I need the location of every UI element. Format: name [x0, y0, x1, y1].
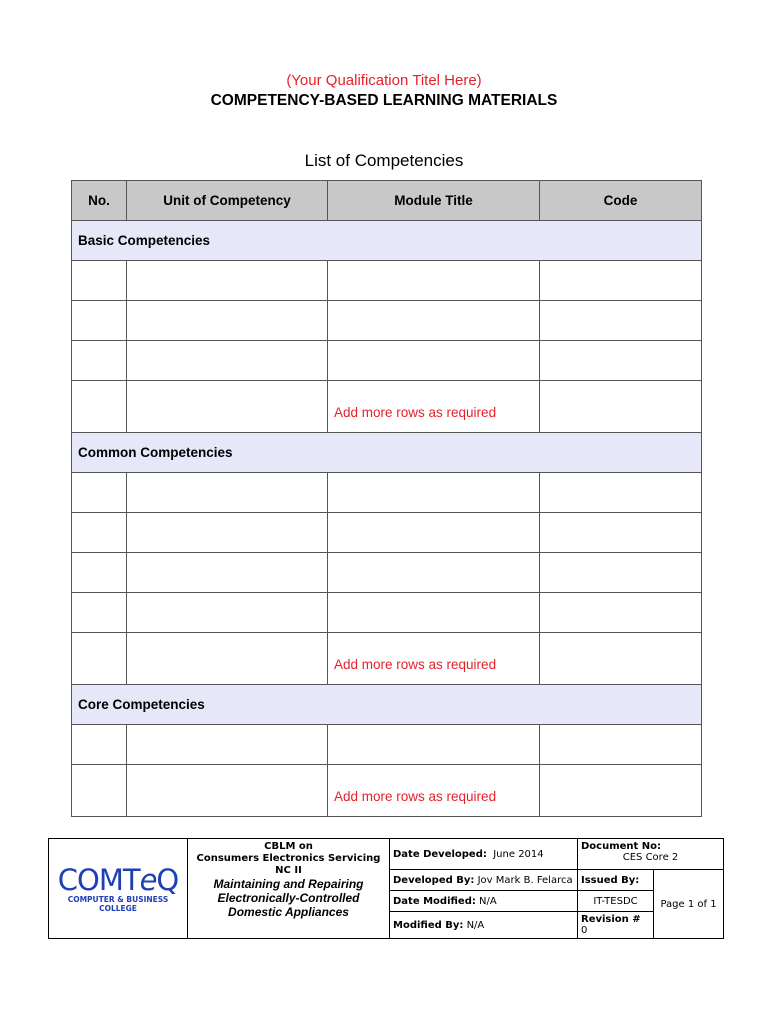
document-no: [578, 839, 724, 870]
cell[interactable]: [127, 513, 328, 553]
developed-by-value: Jov Mark B. Felarca: [477, 874, 573, 886]
cell[interactable]: [127, 381, 328, 433]
issued-by-label-cell: [578, 870, 654, 891]
modified-by-label: Modified By:: [393, 919, 464, 931]
document-no-value: CES Core 2: [622, 852, 679, 863]
table-header-row: [72, 181, 702, 221]
column-header-code: Code: [540, 181, 702, 221]
cell[interactable]: [127, 473, 328, 513]
section-row-basic: [72, 221, 702, 261]
developed-by-label: Developed By:: [393, 874, 475, 886]
module-line1: Maintaining and Repairing: [213, 877, 364, 891]
table-row: [72, 633, 702, 685]
qualification-title: (Your Qualification Titel Here): [286, 72, 482, 89]
section-label: Core Competencies: [72, 685, 702, 725]
date-modified-label: Date Modified:: [393, 895, 476, 907]
cell[interactable]: [72, 765, 127, 817]
cell[interactable]: [72, 261, 127, 301]
cell[interactable]: [540, 473, 702, 513]
logo-subtitle: COMPUTER & BUSINESS COLLEGE: [67, 894, 169, 913]
date-developed-value: June 2014: [493, 848, 544, 860]
issued-by-label: Issued By:: [581, 874, 640, 886]
document-no-label: Document No:: [581, 841, 662, 852]
cell[interactable]: [328, 341, 540, 381]
date-developed: [390, 839, 578, 870]
cell[interactable]: [72, 725, 127, 765]
college-logo: [49, 839, 188, 939]
developed-by: [390, 870, 578, 891]
logo-e: e: [139, 862, 157, 897]
date-modified: [390, 891, 578, 912]
issued-by-value: IT-TESDC: [578, 891, 654, 912]
table-row: [72, 301, 702, 341]
page-number: Page 1 of 1: [654, 870, 724, 939]
modified-by-value: N/A: [466, 919, 485, 931]
cell[interactable]: [72, 301, 127, 341]
module-line3: Domestic Appliances: [228, 905, 349, 919]
cell[interactable]: [540, 765, 702, 817]
cell[interactable]: [540, 341, 702, 381]
section-label: Basic Competencies: [72, 221, 702, 261]
section-row-core: [72, 685, 702, 725]
table-row: [72, 381, 702, 433]
table-row: [72, 765, 702, 817]
cblm-line3: NC II: [275, 865, 302, 876]
logo-q: Q: [156, 862, 179, 897]
date-modified-value: N/A: [479, 895, 497, 907]
cell[interactable]: [540, 633, 702, 685]
table-row: [72, 593, 702, 633]
competency-table: [71, 180, 702, 817]
table-row: [72, 553, 702, 593]
table-row: [72, 725, 702, 765]
add-rows-note: Add more rows as required: [328, 381, 540, 433]
revision-value: 0: [581, 925, 588, 936]
cell[interactable]: [328, 473, 540, 513]
cblm-line2: Consumers Electronics Servicing: [196, 853, 381, 864]
cell[interactable]: [72, 633, 127, 685]
cblm-info: [188, 839, 390, 939]
document-title: COMPETENCY-BASED LEARNING MATERIALS: [210, 92, 558, 109]
logo-text: COMT: [57, 862, 140, 897]
cell[interactable]: [328, 725, 540, 765]
cell[interactable]: [127, 725, 328, 765]
cell[interactable]: [540, 725, 702, 765]
cell[interactable]: [540, 301, 702, 341]
cell[interactable]: [127, 765, 328, 817]
revision: [578, 912, 654, 939]
section-row-common: [72, 433, 702, 473]
list-title: List of Competencies: [304, 151, 464, 170]
cell[interactable]: [540, 593, 702, 633]
cell[interactable]: [127, 553, 328, 593]
cell[interactable]: [127, 301, 328, 341]
table-row: [72, 261, 702, 301]
cell[interactable]: [328, 261, 540, 301]
cell[interactable]: [127, 341, 328, 381]
cblm-line1: CBLM on: [264, 841, 313, 852]
modified-by: [390, 912, 578, 939]
cell[interactable]: [72, 593, 127, 633]
column-header-module: Module Title: [328, 181, 540, 221]
cell[interactable]: [328, 301, 540, 341]
document-footer: [48, 838, 724, 939]
cell[interactable]: [328, 593, 540, 633]
date-developed-label: Date Developed:: [393, 848, 487, 860]
cell[interactable]: [540, 553, 702, 593]
table-row: [72, 341, 702, 381]
cell[interactable]: [72, 513, 127, 553]
section-label: Common Competencies: [72, 433, 702, 473]
cell[interactable]: [72, 381, 127, 433]
revision-label: Revision #: [581, 914, 641, 925]
cell[interactable]: [127, 633, 328, 685]
cell[interactable]: [540, 381, 702, 433]
cell[interactable]: [72, 473, 127, 513]
cell[interactable]: [540, 513, 702, 553]
add-rows-note: Add more rows as required: [328, 765, 540, 817]
cell[interactable]: [328, 513, 540, 553]
column-header-unit: Unit of Competency: [127, 181, 328, 221]
table-row: [72, 513, 702, 553]
cell[interactable]: [72, 341, 127, 381]
cell[interactable]: [127, 593, 328, 633]
column-header-no: No.: [72, 181, 127, 221]
cell[interactable]: [328, 553, 540, 593]
cell[interactable]: [72, 553, 127, 593]
cell[interactable]: [540, 261, 702, 301]
table-row: [72, 473, 702, 513]
cell[interactable]: [127, 261, 328, 301]
add-rows-note: Add more rows as required: [328, 633, 540, 685]
module-line2: Electronically-Controlled: [217, 891, 360, 905]
